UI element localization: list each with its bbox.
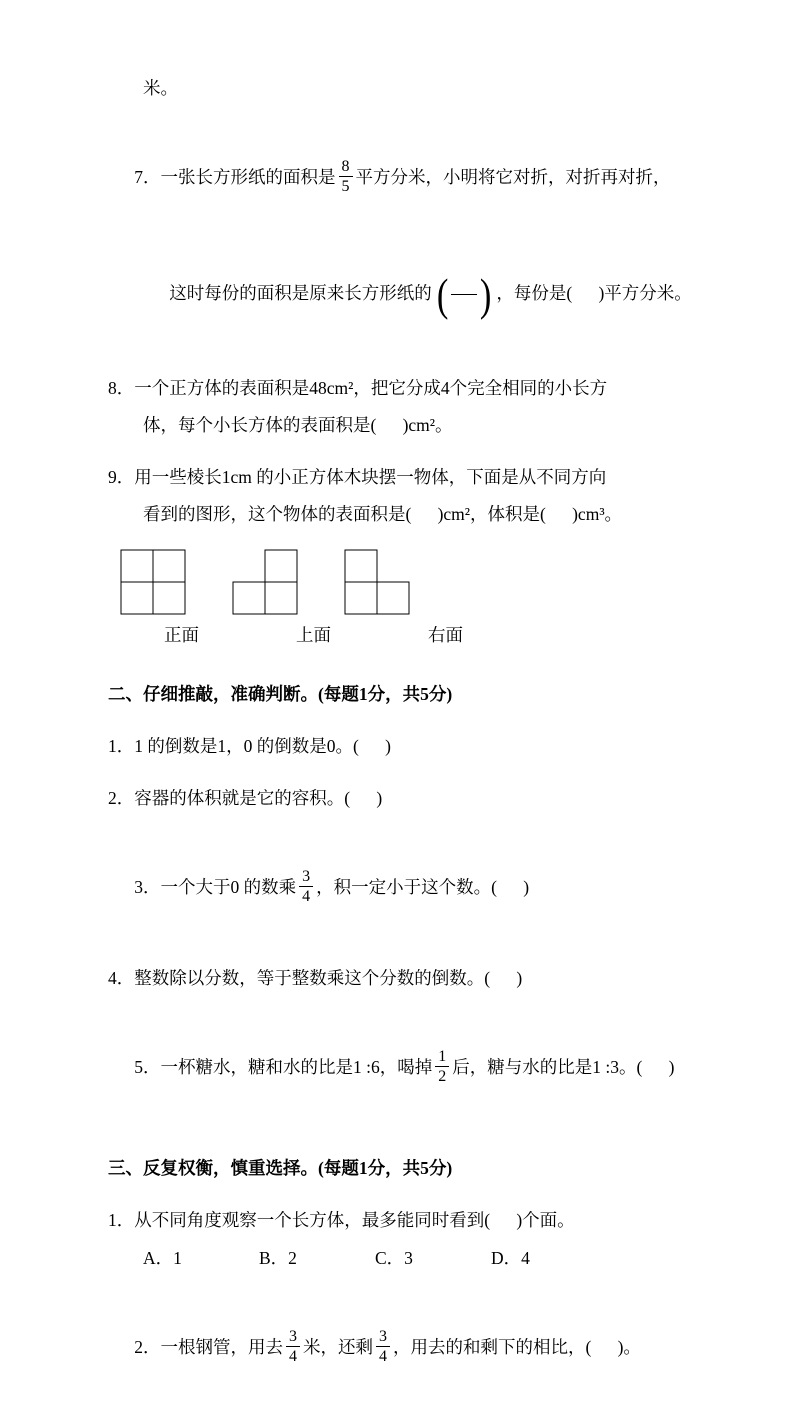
front-view-label: 正面 — [164, 624, 199, 645]
choice-item-1 — [108, 1202, 701, 1277]
fraction-1-2 — [435, 1048, 449, 1086]
front-view-figure — [120, 549, 186, 615]
choice-item-1-text: 1．从不同角度观察一个长方体，最多能同时看到( )个面。 — [108, 1209, 575, 1230]
fraction-8-5 — [339, 158, 353, 196]
fraction-numerator: 1 — [438, 1047, 447, 1065]
choice-2-text-2: 米，还剩 — [303, 1336, 373, 1357]
close-paren: ) — [479, 268, 492, 320]
q9-view-labels — [164, 619, 701, 651]
judge-item-2 — [108, 780, 701, 817]
fraction-3-4 — [299, 868, 313, 906]
judge-item-5 — [108, 1012, 701, 1125]
blank-fraction-parentheses — [435, 268, 494, 320]
judge-5-text-2: 后，糖与水的比是1 :3。( ) — [452, 1056, 675, 1077]
judge-item-5-text — [108, 1012, 701, 1125]
fraction-numerator: 3 — [302, 867, 311, 885]
question-8 — [108, 370, 701, 444]
question-9-line-2: 看到的图形，这个物体的表面积是( )cm²，体积是( )cm³。 — [143, 503, 623, 524]
judge-item-2-text: 2．容器的体积就是它的容积。( ) — [108, 787, 383, 808]
fraction-numerator: 3 — [289, 1327, 297, 1345]
fraction-denominator: 2 — [435, 1066, 449, 1086]
q7-text-1: 7．一张长方形纸的面积是 — [134, 167, 336, 187]
choice-item-2-text — [108, 1292, 701, 1405]
option-a: A．1 — [143, 1247, 182, 1268]
judge-5-text-1: 5．一杯糖水，糖和水的比是1 :6，喝掉 — [134, 1056, 433, 1077]
judge-3-text-1: 3．一个大于0 的数乘 — [134, 876, 297, 897]
section-3-title: 三、反复权衡，慎重选择。(每题1分，共5分) — [108, 1157, 453, 1178]
question-8-line-1: 8．一个正方体的表面积是48cm²，把它分成4个完全相同的小长方 — [108, 377, 608, 398]
judge-item-3 — [108, 832, 701, 945]
question-7-line-1 — [108, 122, 701, 235]
option-b: B．2 — [259, 1247, 297, 1268]
choice-2-text-3: ，用去的和剩下的相比，( )。 — [393, 1336, 641, 1357]
fraction-denominator: 4 — [376, 1346, 390, 1366]
fraction-denominator: 5 — [339, 176, 353, 196]
open-paren: ( — [436, 268, 449, 320]
option-d: D．4 — [491, 1247, 530, 1268]
fraction-denominator: 4 — [286, 1346, 300, 1366]
right-view-figure — [344, 549, 410, 615]
fraction-numerator: 3 — [379, 1327, 387, 1345]
continuation-line: 米。 — [143, 78, 178, 98]
fraction-3-4-a — [286, 1328, 300, 1366]
fraction-3-4-b — [376, 1328, 390, 1366]
fraction-numerator: 8 — [341, 157, 350, 175]
choice-item-1-options — [143, 1239, 701, 1277]
top-view-figure — [232, 549, 298, 615]
q7-text-4: ，每份是( )平方分米。 — [496, 283, 692, 303]
q7-text-3: 这时每份的面积是原来长方形纸的 — [169, 283, 432, 303]
question-9 — [108, 459, 701, 651]
judge-item-4-text: 4．整数除以分数，等于整数乘这个分数的倒数。( ) — [108, 967, 523, 988]
judge-item-4 — [108, 960, 701, 997]
question-9-line-1: 9．用一些棱长1cm 的小正方体木块摆一物体，下面是从不同方向 — [108, 466, 607, 487]
question-8-line-2: 体，每个小长方体的表面积是( )cm²。 — [143, 414, 453, 435]
right-view-label: 右面 — [428, 624, 463, 645]
judge-item-3-text — [108, 832, 701, 945]
q9-view-figures — [120, 549, 701, 615]
question-7 — [108, 122, 701, 355]
fraction-bar-blank — [451, 294, 477, 295]
choice-2-text-1: 2．一根钢管，用去 — [134, 1336, 283, 1357]
q7-text-2: 平方分米，小明将它对折，对折再对折， — [355, 167, 671, 187]
judge-3-text-2: ，积一定小于这个数。( ) — [316, 876, 530, 897]
top-view-label: 上面 — [296, 624, 331, 645]
question-7-line-2 — [143, 235, 701, 355]
option-c: C．3 — [375, 1247, 413, 1268]
fraction-denominator: 4 — [299, 886, 313, 906]
section-2-title: 二、仔细推敲，准确判断。(每题1分，共5分) — [108, 683, 453, 704]
judge-item-1 — [108, 728, 701, 765]
judge-item-1-text: 1．1 的倒数是1，0 的倒数是0。( ) — [108, 735, 391, 756]
choice-item-2 — [108, 1292, 701, 1405]
